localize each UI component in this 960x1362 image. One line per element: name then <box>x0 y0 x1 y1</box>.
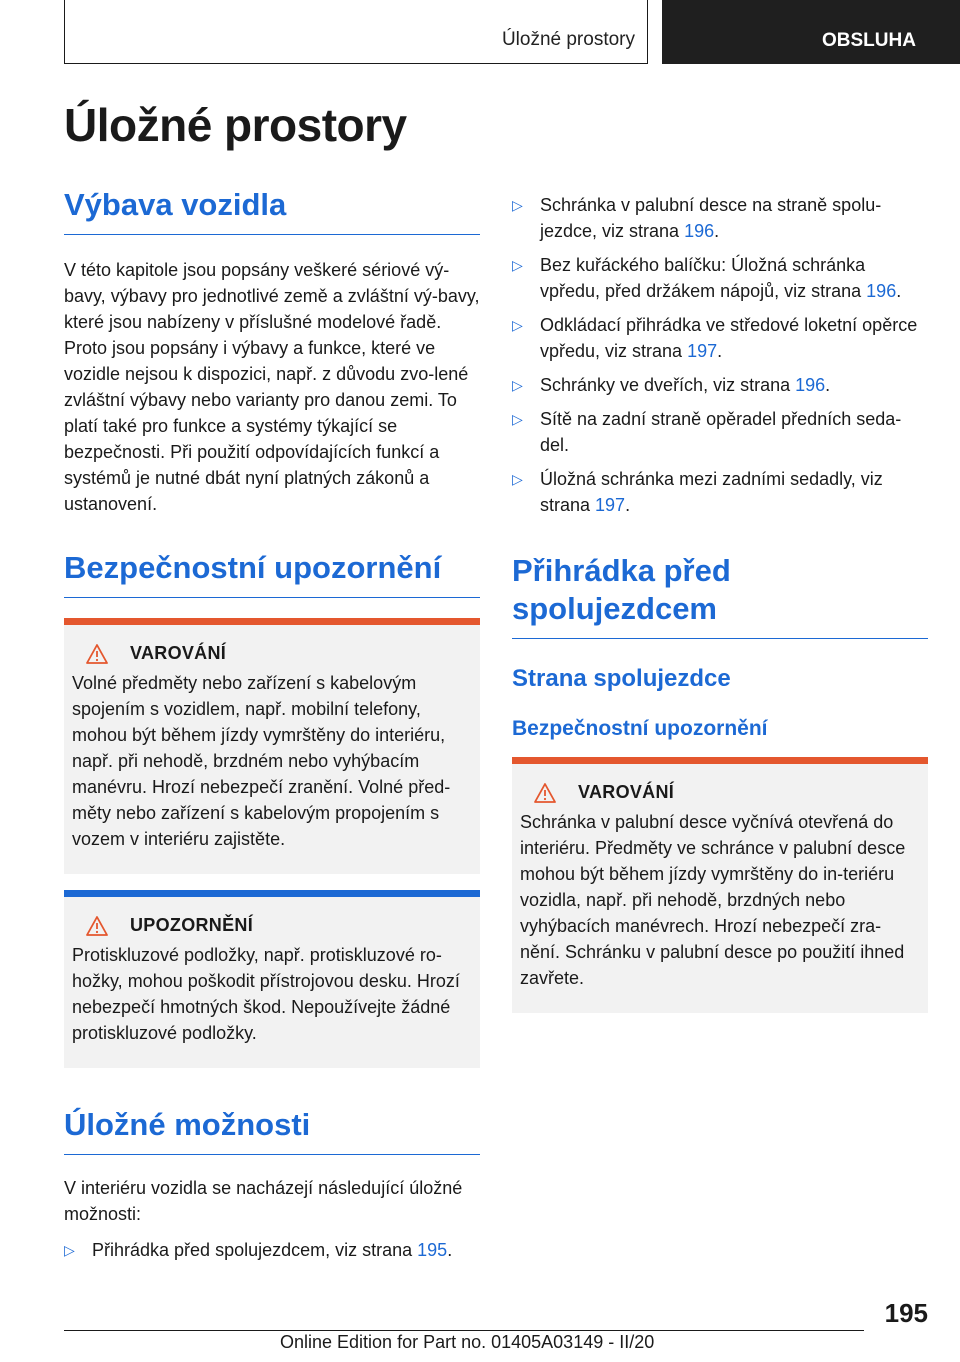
heading-vybava: Výbava vozidla <box>64 186 480 235</box>
page-reference-link[interactable]: 197 <box>687 341 718 361</box>
header-section-box <box>64 0 648 64</box>
left-bullet-list <box>64 1237 480 1263</box>
page-reference-link[interactable]: 196 <box>795 375 826 395</box>
list-item: ▷ Úložná schránka mezi zadními sedadly, viz strana 197. <box>512 466 928 518</box>
list-item: ▷ Schránky ve dveřích, viz strana 196. <box>512 372 928 398</box>
notice-box <box>64 890 480 1068</box>
warning-head-right <box>512 764 928 809</box>
list-item: ▷ Přihrádka před spolujezdcem, viz strana 195. <box>64 1237 480 1263</box>
paragraph-vybava: V této kapitole jsou popsány veškeré sériové vý-bavy, výbavy pro jednotlivé země a zvláštní vý-bavy, které jsou nabízeny v příslušné modelové řadě. Proto jsou popsány i výbavy a funkce, které ve vozidle nejsou k dispozici, např. z důvodu zvo-lené zvláštní výbavy nebo varianty pro danou zemi. To platí také pro funkce a systémy týkající se bezpečnosti. Při použití odpovídajících funkcí a systémů je nutné dbát nyní platných zákonů a ustanovení. <box>64 260 480 514</box>
left-column <box>64 186 480 1271</box>
heading-bezpecnost-right: Bezpečnostní upozornění <box>512 717 768 740</box>
page-reference-link[interactable]: 197 <box>595 495 626 515</box>
warning-head <box>64 625 480 670</box>
warning-triangle-icon <box>534 783 556 803</box>
warning-title: VAROVÁNÍ <box>130 643 227 663</box>
warning-title-right: VAROVÁNÍ <box>578 782 675 802</box>
notice-title: UPOZORNĚNÍ <box>130 915 254 935</box>
heading-strana: Strana spolujezdce <box>512 665 731 692</box>
header-chapter-title: OBSLUHA <box>822 30 916 51</box>
notice-text: Protiskluzové podložky, např. protiskluzové ro-hožky, mohou poškodit přístrojovou desku. Hrozí nebezpečí hmotných škod. Nepoužívejte žádné protiskluzové podložky. <box>72 945 460 1043</box>
header-chapter-box <box>662 0 960 64</box>
warning-text: Volné předměty nebo zařízení s kabelovým spojením s vozidlem, např. mobilní telefony, mohou být během jízdy vymrštěny do interiéru, např. při nehodě, brzdném nebo vyhýbacím manévru. Hrozí nebezpečí zranění. Volné před-měty nebo zařízení s kabelovým propojením s vozem v interiéru zajistěte. <box>72 673 451 849</box>
list-item: ▷ Odkládací přihrádka ve středové loketní opěrce vpředu, viz strana 197. <box>512 312 928 364</box>
warning-box <box>64 618 480 874</box>
heading-bezpecnost: Bezpečnostní upozornění <box>64 549 480 598</box>
page-number: 195 <box>884 1298 928 1328</box>
page-title: Úložné prostory <box>64 99 407 151</box>
heading-prihradka: Přihrádka před spolujezdcem <box>512 552 928 639</box>
bullet-triangle-icon: ▷ <box>512 377 523 393</box>
warning-triangle-icon <box>86 644 108 664</box>
heading-moznosti: Úložné možnosti <box>64 1106 480 1155</box>
page-reference-link[interactable]: 195 <box>417 1240 448 1260</box>
list-item: ▷ Bez kuřáckého balíčku: Úložná schránka vpředu, před držákem nápojů, viz strana 196. <box>512 252 928 304</box>
page-reference-link[interactable]: 196 <box>866 281 897 301</box>
header-section-title: Úložné prostory <box>501 29 635 50</box>
right-bullet-list <box>512 192 928 518</box>
right-column <box>512 192 928 1013</box>
notice-head <box>64 897 480 942</box>
footer-divider <box>64 1330 864 1331</box>
bullet-triangle-icon: ▷ <box>512 197 523 213</box>
list-item: ▷ Schránka v palubní desce na straně spolu-jezdce, viz strana 196. <box>512 192 928 244</box>
page-reference-link[interactable]: 196 <box>684 221 715 241</box>
paragraph-moznosti: V interiéru vozidla se nacházejí následující úložné možnosti: <box>64 1178 463 1224</box>
warning-text-right: Schránka v palubní desce vyčnívá otevřená do interiéru. Předměty ve schránce v palubní desce mohou být během jízdy vymrštěny do in-teriéru vozidla, např. při nehodě, brzdných nebo vyhýbacích manévrech. Hrozí nebezpečí zra-nění. Schránku v palubní desce po použití ihned zavřete. <box>520 812 906 988</box>
list-item: ▷ Sítě na zadní straně opěradel předních seda-del. <box>512 406 928 458</box>
notice-triangle-icon <box>86 916 108 936</box>
warning-box-right <box>512 757 928 1013</box>
bullet-triangle-icon: ▷ <box>512 411 523 427</box>
footer-edition: Online Edition for Part no. 01405A03149 - II/20 <box>280 1332 655 1352</box>
bullet-triangle-icon: ▷ <box>512 471 523 487</box>
bullet-triangle-icon: ▷ <box>64 1242 75 1258</box>
bullet-triangle-icon: ▷ <box>512 257 523 273</box>
bullet-triangle-icon: ▷ <box>512 317 523 333</box>
